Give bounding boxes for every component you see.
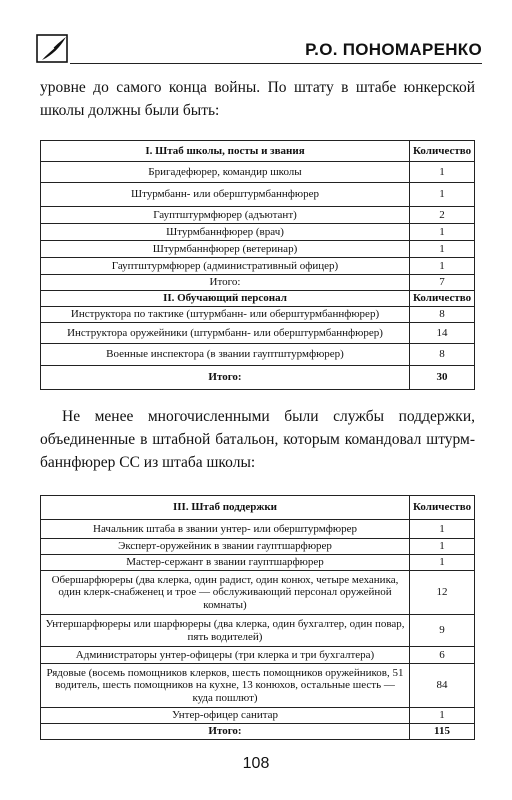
text-line: объединенные в штабной батальон, которым командовал штурм-	[40, 431, 475, 448]
row-quantity: 7	[410, 275, 475, 291]
table-row	[41, 664, 475, 708]
text-line: школы должны были быть:	[40, 102, 220, 119]
row-label: Гауптштурмфюрер (адъютант)	[41, 207, 410, 224]
row-label: Военные инспектора (в звании гауптштурмфюрер)	[41, 344, 410, 366]
row-quantity: Количество	[410, 141, 475, 162]
paragraph-2	[40, 405, 475, 474]
row-quantity: 1	[410, 224, 475, 241]
row-label: Бригадефюрер, командир школы	[41, 162, 410, 183]
row-quantity: 14	[410, 323, 475, 344]
table-row	[41, 539, 475, 555]
row-quantity: Количество	[410, 496, 475, 520]
table-row	[41, 183, 475, 207]
table-row	[41, 275, 475, 291]
row-quantity: 1	[410, 520, 475, 539]
row-label: Рядовые (восемь помощников клерков, шесть помощников оружейников, 51 водитель, шесть помощников на кухне, 13 конюхов, остальные шесть — куда пошлют)	[41, 664, 410, 708]
table-row	[41, 241, 475, 258]
row-quantity: 1	[410, 162, 475, 183]
running-head-author: Р.О. ПОНОМАРЕНКО	[305, 40, 482, 59]
row-label: Унтершарфюреры или шарфюреры (два клерка, один бухгалтер, один повар, пять водителей)	[41, 615, 410, 647]
table-row	[41, 571, 475, 615]
row-label: Обершарфюреры (два клерка, один радист, один конюх, четыре механика, один клерк-снабженец и трое — обслуживающий персонал оружейной комнаты)	[41, 571, 410, 615]
row-label: II. Обучающий персонал	[41, 291, 410, 307]
header-rule	[70, 63, 482, 64]
text-line: Не менее многочисленными были службы поддержки,	[62, 408, 475, 425]
row-quantity: 12	[410, 571, 475, 615]
table-row	[41, 291, 475, 307]
table-row	[41, 555, 475, 571]
row-quantity: 9	[410, 615, 475, 647]
row-label: Мастер-сержант в звании гауптшарфюрер	[41, 555, 410, 571]
text-line: уровне до самого конца войны. По штату в штабе юнкерской	[40, 79, 475, 96]
table-row	[41, 708, 475, 724]
table-row	[41, 724, 475, 740]
row-quantity: 1	[410, 183, 475, 207]
row-quantity: 1	[410, 241, 475, 258]
row-quantity: 1	[410, 539, 475, 555]
page-number: 108	[242, 755, 270, 772]
staff-table-2	[40, 495, 475, 740]
row-label: Итого:	[41, 724, 410, 740]
row-quantity: 2	[410, 207, 475, 224]
text-line: баннфюрер СС из штаба школы:	[40, 454, 256, 471]
table-row	[41, 258, 475, 275]
row-quantity: 84	[410, 664, 475, 708]
table-row	[41, 520, 475, 539]
row-label: Инструктора по тактике (штурмбанн- или оберштурмбаннфюрер)	[41, 307, 410, 323]
row-label: Эксперт-оружейник в звании гауптшарфюрер	[41, 539, 410, 555]
row-label: Итого:	[41, 275, 410, 291]
row-label: Штурмбанн- или оберштурмбаннфюрер	[41, 183, 410, 207]
row-label: Администраторы унтер-офицеры (три клерка и три бухгалтера)	[41, 647, 410, 664]
row-label: Гауптштурмфюрер (административный офицер)	[41, 258, 410, 275]
row-quantity: 1	[410, 708, 475, 724]
table-row	[41, 496, 475, 520]
row-label: Штурмбаннфюрер (врач)	[41, 224, 410, 241]
table-row	[41, 615, 475, 647]
staff-table-1	[40, 140, 475, 390]
table-row	[41, 224, 475, 241]
table-row	[41, 162, 475, 183]
table-row	[41, 207, 475, 224]
row-label: Унтер-офицер санитар	[41, 708, 410, 724]
publisher-logo-icon	[36, 34, 72, 64]
table-row	[41, 141, 475, 162]
row-label: Начальник штаба в звании унтер- или оберштурмфюрер	[41, 520, 410, 539]
row-quantity: 1	[410, 258, 475, 275]
table-row	[41, 344, 475, 366]
table-row	[41, 647, 475, 664]
table-row	[41, 366, 475, 390]
row-label: Штурмбаннфюрер (ветеринар)	[41, 241, 410, 258]
paragraph-1	[40, 76, 475, 122]
row-quantity: 1	[410, 555, 475, 571]
row-quantity: 8	[410, 307, 475, 323]
row-label: III. Штаб поддержки	[41, 496, 410, 520]
row-label: Инструктора оружейники (штурмбанн- или оберштурмбаннфюрер)	[41, 323, 410, 344]
row-quantity: 8	[410, 344, 475, 366]
row-quantity: 6	[410, 647, 475, 664]
row-quantity: 30	[410, 366, 475, 390]
row-label: I. Штаб школы, посты и звания	[41, 141, 410, 162]
table-row	[41, 323, 475, 344]
row-quantity: Количество	[410, 291, 475, 307]
row-label: Итого:	[41, 366, 410, 390]
row-quantity: 115	[410, 724, 475, 740]
table-row	[41, 307, 475, 323]
